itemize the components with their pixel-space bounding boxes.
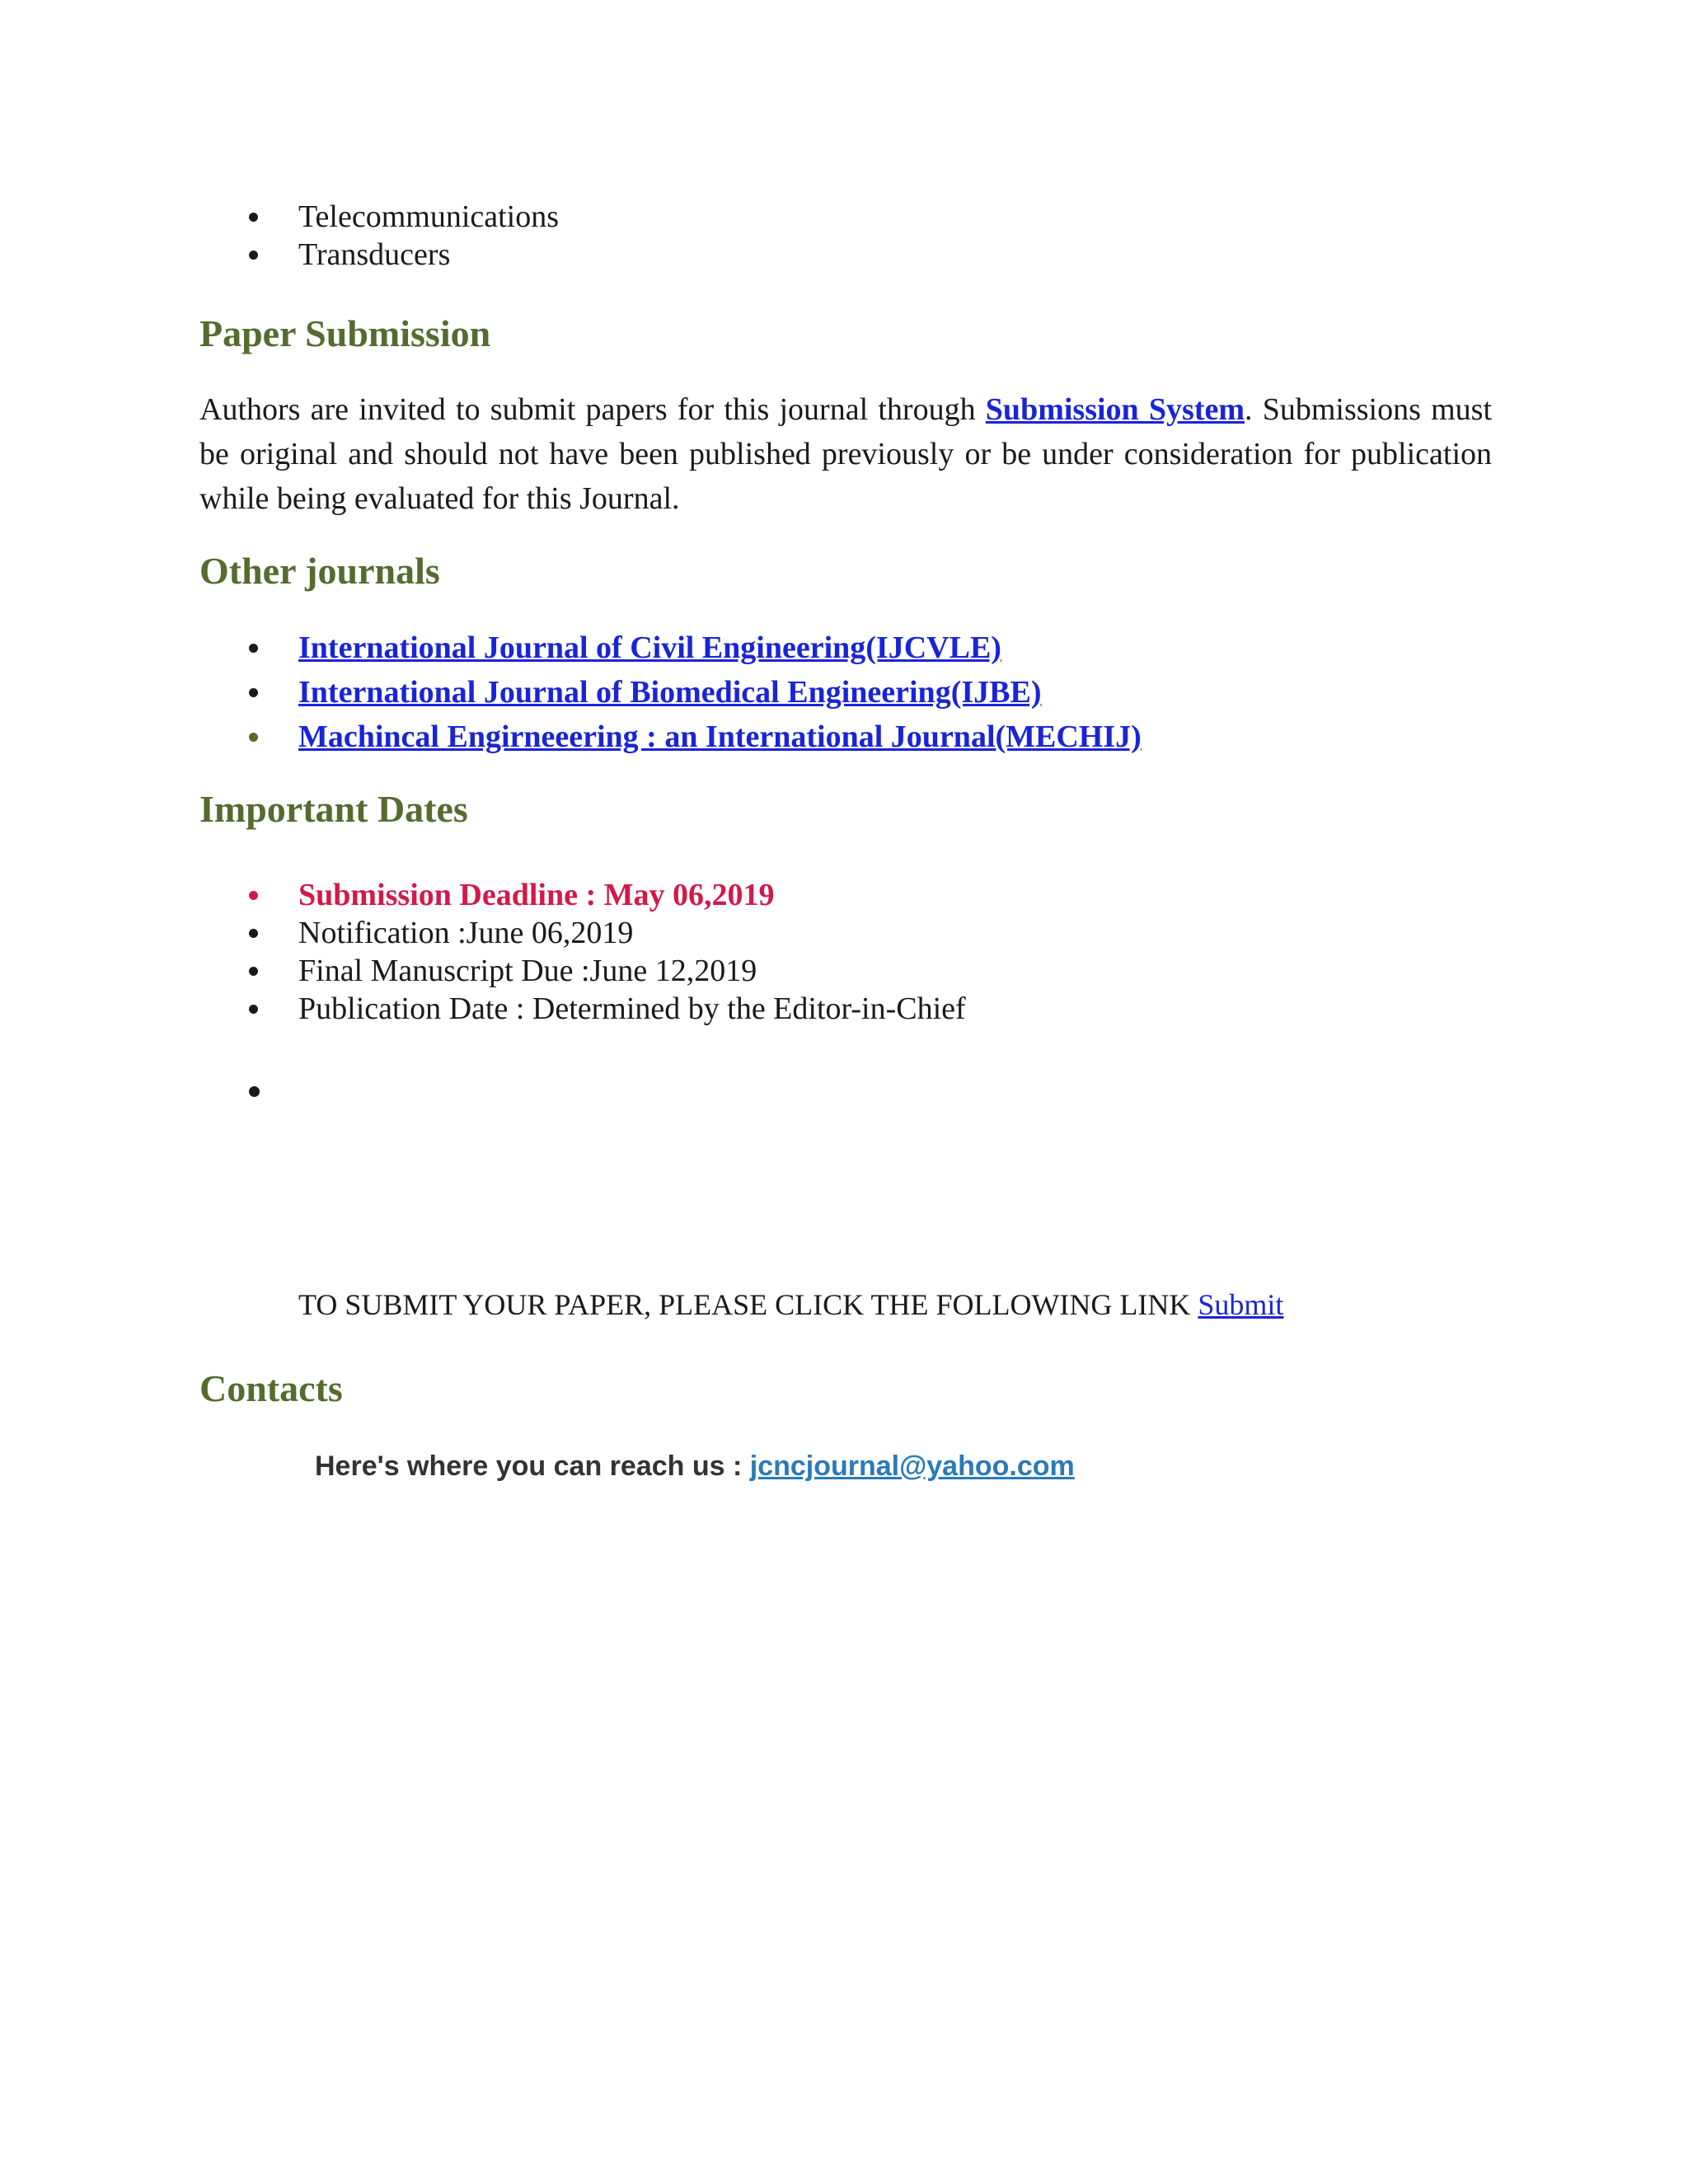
- topics-list: [199, 198, 559, 274]
- bullet-icon: [249, 1005, 258, 1014]
- paper-submission-heading: Paper Submission: [199, 312, 491, 354]
- contact-info: Here's where you can reach us : jcncjournal@yahoo.com: [315, 1451, 1075, 1482]
- contact-email-link[interactable]: jcncjournal@yahoo.com: [749, 1451, 1075, 1482]
- bullet-icon: [249, 1086, 260, 1097]
- bullet-icon: [249, 733, 258, 742]
- bullet-icon: [249, 929, 258, 938]
- paper-submission-paragraph: Authors are invited to submit papers for this journal through Submission System. Submissions must be original and should not have been published previously or be under consideration for publication while being evaluated for this Journal.: [199, 392, 1493, 516]
- list-item: Publication Date : Determined by the Editor-in-Chief: [199, 990, 966, 1028]
- important-dates-list: [199, 876, 966, 1028]
- journal-link-mechij[interactable]: Machincal Engirneeering : an International Journal(MECHIJ): [298, 719, 1142, 754]
- submission-system-link[interactable]: Submission System: [985, 392, 1245, 427]
- bullet-icon: [249, 688, 258, 697]
- bullet-icon: [249, 213, 258, 222]
- submit-link[interactable]: Submit: [1198, 1288, 1284, 1321]
- list-item: Telecommunications: [199, 198, 559, 236]
- bullet-icon: [249, 967, 258, 976]
- contacts-heading: Contacts: [199, 1367, 343, 1409]
- list-item: Notification :June 06,2019: [199, 914, 966, 952]
- other-journals-list: [199, 626, 1142, 759]
- bullet-icon: [249, 644, 258, 653]
- submit-instruction: TO SUBMIT YOUR PAPER, PLEASE CLICK THE FOLLOWING LINK Submit: [298, 1288, 1284, 1321]
- other-journals-heading: Other journals: [199, 550, 440, 592]
- list-item: [199, 626, 1142, 670]
- important-dates-heading: Important Dates: [199, 788, 468, 830]
- journal-link-ijbe[interactable]: International Journal of Biomedical Engineering(IJBE): [298, 675, 1042, 710]
- list-item: [199, 876, 966, 914]
- journal-link-ijcvle[interactable]: International Journal of Civil Engineering(IJCVLE): [298, 630, 1001, 665]
- list-item: [199, 715, 1142, 759]
- list-item: [199, 670, 1142, 715]
- bullet-icon: [249, 251, 258, 260]
- list-item: Transducers: [199, 236, 559, 274]
- bullet-icon: [249, 891, 258, 900]
- submission-deadline: Submission Deadline : May 06,2019: [298, 878, 775, 912]
- list-item: Final Manuscript Due :June 12,2019: [199, 952, 966, 990]
